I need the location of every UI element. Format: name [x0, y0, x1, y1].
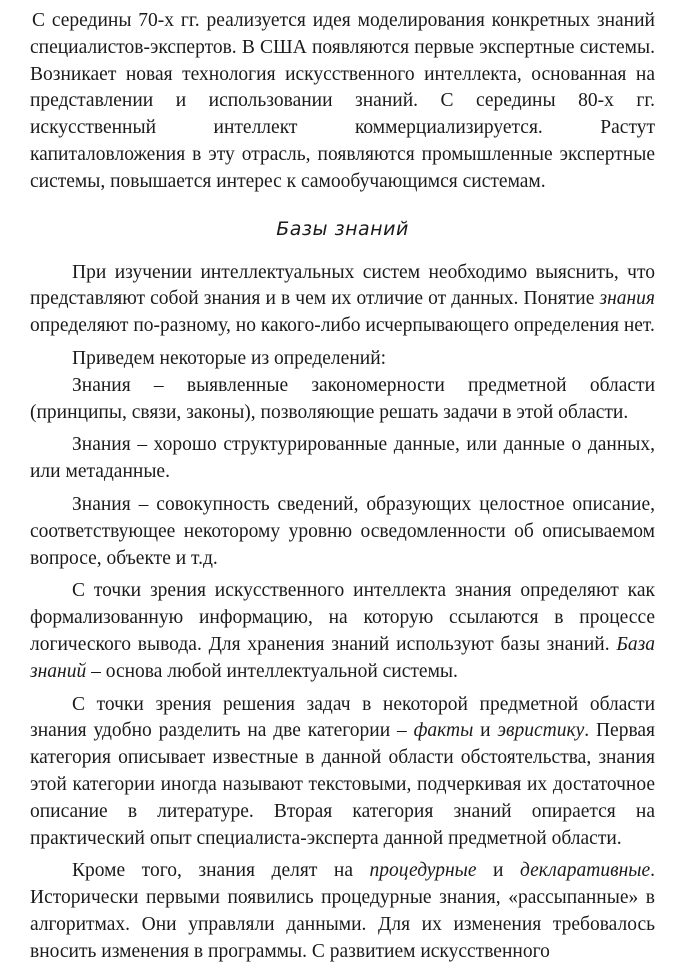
italic-term: База знаний: [30, 633, 655, 682]
text-run: С точки зрения искусственного интеллекта знания определяют как формализованную информацию, на которую ссылаются в процессе логического вывода. Для хранения знаний используют базы знаний.: [30, 580, 655, 655]
text-run: . Исторически первыми появились процедурные знания, «рассыпанные» в алгоритмах. Они управляли данными. Для их изменения требовалось вносить изменения в программы. С развитием искусственного: [30, 860, 655, 962]
paragraph-knowledge-study: [30, 260, 655, 340]
text-run: . Первая категория описывает известные в данной области обстоятельства, знания этой категории иногда называют текстовыми, подчеркивая их достаточное описание в литературе. Вторая категория знаний опирается на практический опыт специалиста-эксперта данной предметной области.: [30, 720, 656, 849]
paragraph-definitions-intro: Приведем некоторые из определений:: [72, 347, 387, 369]
paragraph-categories: [30, 692, 655, 853]
text-run: и: [473, 720, 498, 742]
section-heading: Базы знаний: [276, 217, 409, 240]
text-run: и: [476, 860, 521, 882]
text-run: При изучении интеллектуальных систем необходимо выяснить, что представляют собой знания и в чем их отличие от данных. Понятие: [30, 261, 655, 310]
paragraph-procedural-declarative: [30, 858, 655, 965]
italic-term: процедурные: [369, 860, 477, 882]
paragraph-ai-viewpoint: [30, 578, 655, 685]
italic-term: факты: [413, 720, 474, 742]
text-run: – основа любой интеллектуальной системы.: [86, 660, 458, 682]
text-run: С точки зрения решения задач в некоторой предметной области знания удобно разделить на две категории –: [30, 693, 655, 742]
text-run: Кроме того, знания делят на: [72, 860, 370, 882]
paragraph-definition-3: Знания – совокупность сведений, образующих целостное описание, соответствующее некоторому уровню осведомленности об описываемом вопросе, объекте и т.д.: [30, 493, 655, 569]
italic-term: декларативные: [520, 860, 651, 882]
paragraph-intro: С середины 70-х гг. реализуется идея моделирования конкретных знаний специалистов-экспертов. В США появляются первые экспертные системы. Возникает новая технология искусственного интеллекта, основанная на представлении и использовании знаний. С середины 80-х гг. искусственный интеллект коммерциализируется. Растут капиталовложения в эту отрасль, появляются промышленные экспертные системы, повышается интерес к самообучающимся системам.: [30, 10, 655, 192]
paragraph-definition-2: Знания – хорошо структурированные данные, или данные о данных, или метаданные.: [30, 434, 655, 483]
paragraph-definition-1: Знания – выявленные закономерности предметной области (принципы, связи, законы), позволяющие решать задачи в этой области.: [30, 374, 655, 423]
text-run: определяют по-разному, но какого-либо исчерпывающего определения нет.: [30, 315, 655, 337]
italic-term: эвристику: [497, 720, 585, 742]
italic-term: знания: [599, 288, 655, 310]
